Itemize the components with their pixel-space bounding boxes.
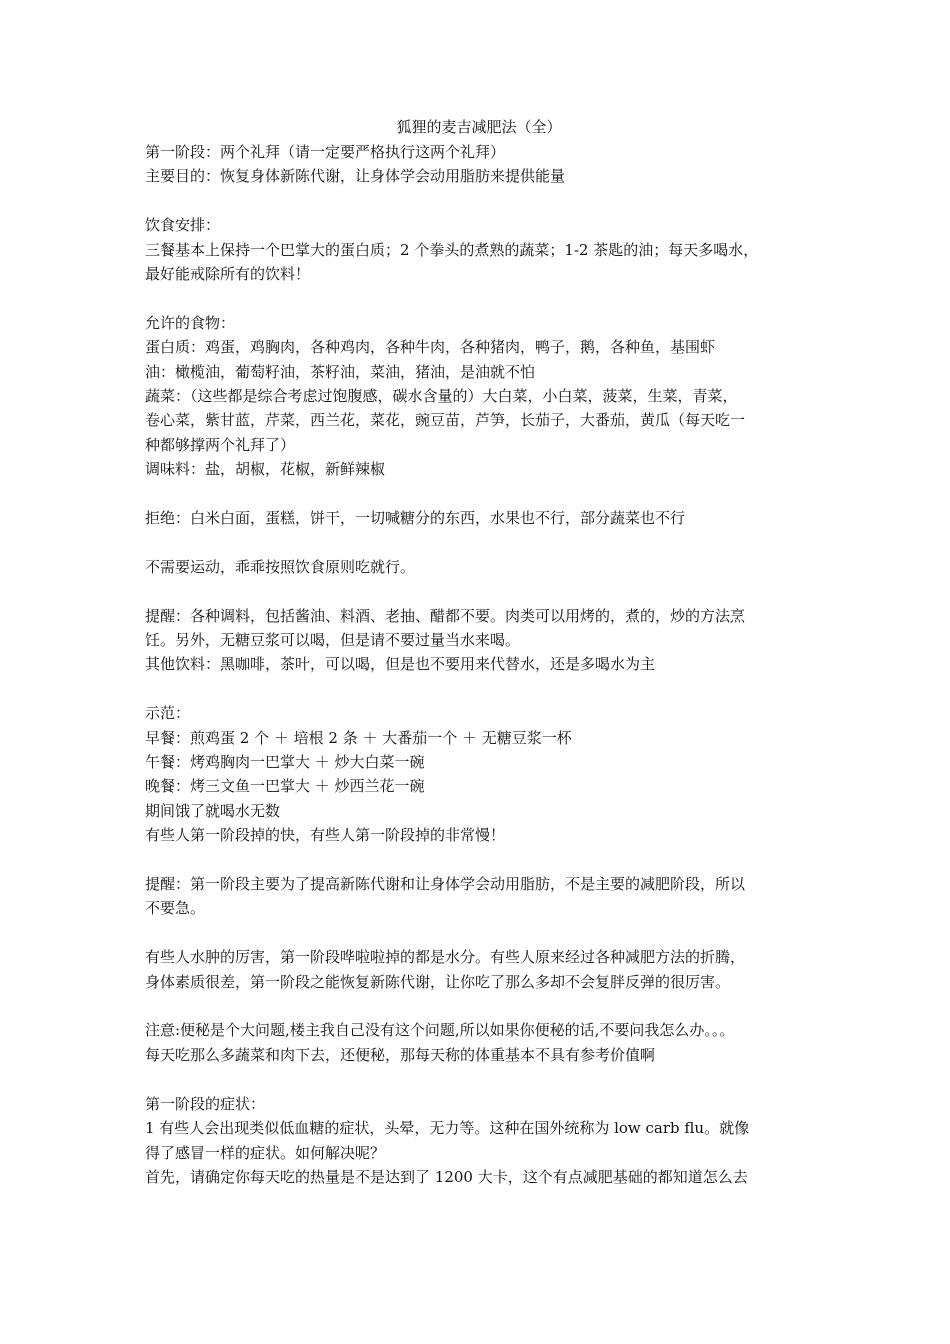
text-line: 提醒：第一阶段主要为了提高新陈代谢和让身体学会动用脂肪，不是主要的减肥阶段，所以: [145, 875, 746, 894]
text-line: 第一阶段：两个礼拜（请一定要严格执行这两个礼拜）: [145, 143, 506, 161]
text-line: 晚餐：烤三文鱼一巴掌大 ＋ 炒西兰花一碗: [145, 777, 425, 796]
text-line: 主要目的：恢复身体新陈代谢，让身体学会动用脂肪来提供能量: [145, 167, 566, 186]
document-title: 狐狸的麦吉减肥法（全）: [396, 118, 562, 136]
text-line: 蔬菜：（这些都是综合考虑过饱腹感，碳水含量的）大白菜，小白菜，菠菜，生菜，青菜，: [145, 387, 738, 406]
text-line: 午餐：烤鸡胸肉一巴掌大 ＋ 炒大白菜一碗: [145, 753, 425, 772]
text-line: 卷心菜，紫甘蓝，芹菜，西兰花，菜花，豌豆苗，芦笋，长茄子，大番茄，黄瓜（每天吃一: [145, 411, 746, 430]
text-line: 三餐基本上保持一个巴掌大的蛋白质；2 个拳头的煮熟的蔬菜；1-2 茶匙的油；每天多喝水，: [145, 240, 759, 259]
text-line: 每天吃那么多蔬菜和肉下去，还便秘，那每天称的体重基本不具有参考价值啊: [145, 1045, 656, 1064]
text-line: 饮食安排：: [145, 216, 221, 235]
text-line: 有些人第一阶段掉的快，有些人第一阶段掉的非常慢！: [145, 826, 506, 845]
text-line: 最好能戒除所有的饮料！: [145, 265, 311, 284]
text-line: 有些人水肿的厉害，第一阶段哗啦啦掉的都是水分。有些人原来经过各种减肥方法的折腾，: [145, 948, 746, 967]
text-line: 期间饿了就喝水无数: [145, 801, 281, 820]
text-line: 蛋白质：鸡蛋，鸡胸肉，各种鸡肉，各种牛肉，各种猪肉，鸭子，鹅，各种鱼，基围虾: [145, 338, 716, 357]
text-line: 第一阶段的症状：: [145, 1094, 266, 1113]
blank-line: [145, 286, 813, 310]
text-line: 调味料：盐，胡椒，花椒，新鲜辣椒: [145, 460, 386, 479]
text-line: 注意:便秘是个大问题,楼主我自己没有这个问题,所以如果你便秘的话,不要问我怎么办。。。: [145, 1021, 735, 1040]
text-line: 1 有些人会出现类似低血糖的症状，头晕，无力等。这种在国外统称为 low carb flu。就像: [145, 1119, 750, 1138]
text-line: 身体素质很差，第一阶段之能恢复新陈代谢，让你吃了那么多却不会复胖反弹的很厉害。: [145, 972, 731, 991]
text-line: 油：橄榄油，葡萄籽油，茶籽油，菜油，猪油，是油就不怕: [145, 362, 536, 381]
text-line: 不要急。: [145, 899, 206, 918]
text-line: 首先，请确定你每天吃的热量是不是达到了 1200 大卡，这个有点减肥基础的都知道怎么去: [145, 1167, 748, 1186]
blank-line: [145, 579, 813, 603]
text-line: 示范：: [145, 704, 191, 723]
document-page: [145, 116, 813, 1189]
blank-line: [145, 848, 813, 872]
text-line: 得了感冒一样的症状。如何解决呢？: [145, 1143, 386, 1162]
text-line: 其他饮料：黑咖啡，茶叶，可以喝，但是也不要用来代替水，还是多喝水为主: [145, 655, 656, 674]
blank-line: [145, 677, 813, 701]
text-line: 早餐：煎鸡蛋 2 个 ＋ 培根 2 条 ＋ 大番茄一个 ＋ 无糖豆浆一杯: [145, 728, 572, 747]
blank-line: [145, 1067, 813, 1091]
text-line: 拒绝：白米白面，蛋糕，饼干，一切喊糖分的东西，水果也不行，部分蔬菜也不行: [145, 509, 686, 528]
text-line: 饪。另外，无糖豆浆可以喝，但是请不要过量当水来喝。: [145, 631, 521, 650]
blank-line: [145, 921, 813, 945]
text-line: 允许的食物：: [145, 313, 236, 332]
text-line: 种都够撑两个礼拜了）: [145, 435, 296, 454]
blank-line: [145, 994, 813, 1018]
blank-line: [145, 530, 813, 554]
text-line: 提醒：各种调料，包括酱油、料酒、老抽、醋都不要。肉类可以用烤的，煮的，炒的方法烹: [145, 606, 746, 625]
text-line: 不需要运动，乖乖按照饮食原则吃就行。: [145, 557, 416, 576]
blank-line: [145, 482, 813, 506]
blank-line: [145, 189, 813, 213]
document-body: [145, 140, 813, 1189]
